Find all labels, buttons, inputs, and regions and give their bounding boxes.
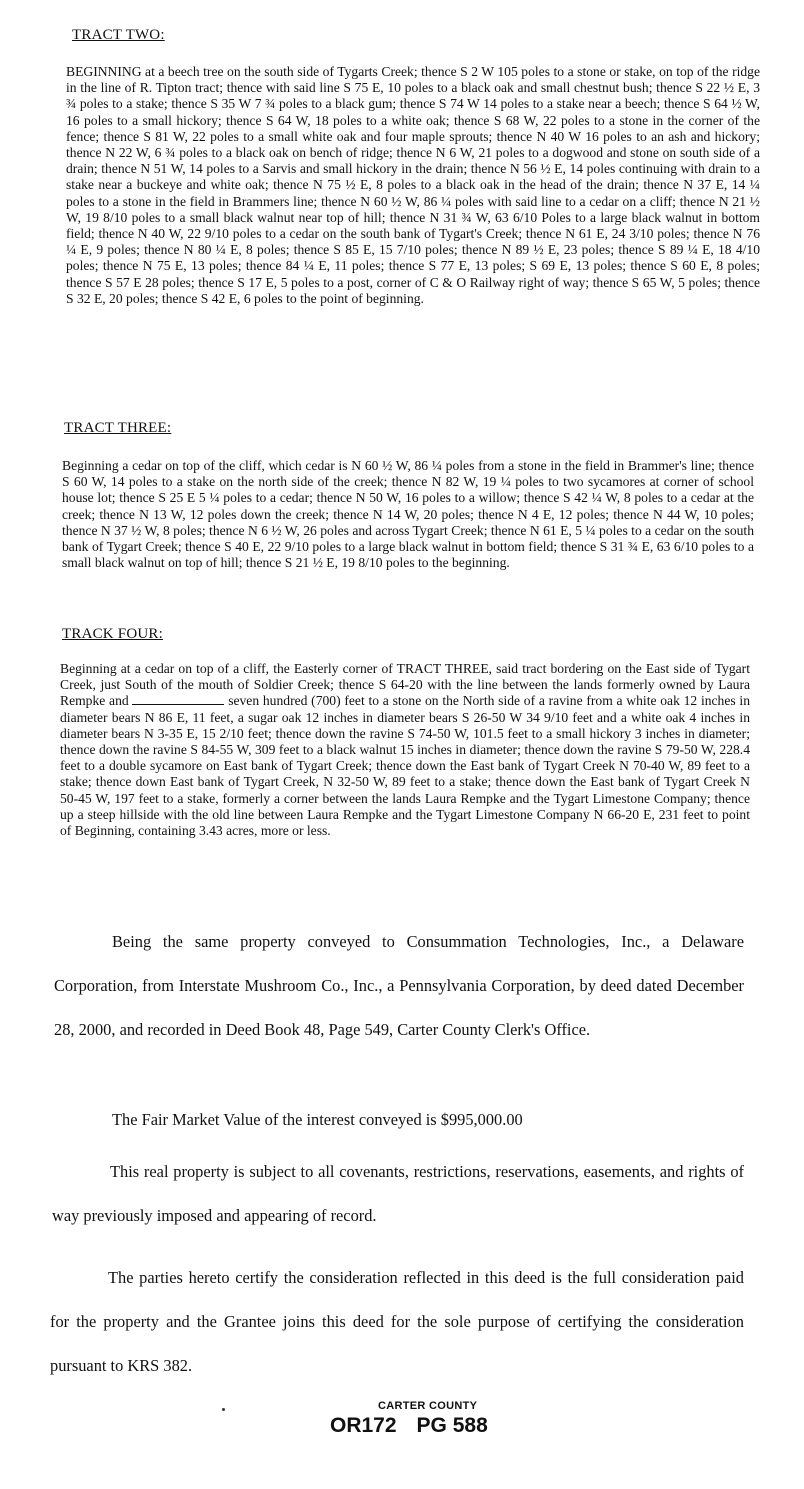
stamp-reference [330, 1414, 530, 1438]
recording-stamp [330, 1400, 530, 1438]
stamp-book: OR172 [330, 1414, 397, 1437]
stamp-page: PG 588 [416, 1414, 488, 1437]
tract-four-description [60, 661, 750, 839]
stamp-county: CARTER COUNTY [378, 1400, 478, 1412]
tract-three-description: Beginning a cedar on top of the cliff, which cedar is N 60 ½ W, 86 ¼ poles from a stone in the field in Brammer's line; thence S 60 W, 14 poles to a stake on the north side of the creek; thence N 82 W, 19 ¼ poles to two sycamores at corner of school house lot; thence S 25 E 5 ¼ poles to a cedar; thence N 50 W, 16 poles to a willow; thence S 42 ¼ W, 8 poles to a cedar at the creek; thence N 13 W, 12 poles down the creek; thence N 14 W, 20 poles; thence N 4 E, 12 poles; thence N 44 W, 10 poles; thence N 37 ½ W, 8 poles; thence N 6 ½ W, 26 poles and across Tygart Creek; thence N 61 E, 5 ¼ poles to a cedar on the south bank of Tygart Creek; thence S 40 E, 22 9/10 poles to a large black walnut in bottom field; thence S 31 ¾ E, 63 6/10 poles to a small black walnut on top of hill; thence S 21 ½ E, 19 8/10 poles to the beginning. [62, 458, 754, 571]
certification-paragraph: The parties hereto certify the consideration reflected in this deed is the full consideration paid for the property and the Grantee joins this deed for the sole purpose of certifying the consideration pursuant to KRS 382. [50, 1268, 744, 1375]
subject-to-paragraph: This real property is subject to all covenants, restrictions, reservations, easements, and rights of way previously imposed and appearing of record. [52, 1162, 744, 1225]
tract-two-description: BEGINNING at a beech tree on the south side of Tygarts Creek; thence S 2 W 105 poles to a stone or stake, on top of the ridge in the line of R. Tipton tract; thence with said line S 75 E, 10 poles to a black oak and small chestnut bush; thence S 22 ½ E, 3 ¾ poles to a stake; thence S 35 W 7 ¾ poles to a black gum; thence S 74 W 14 poles to a stake near a beech; thence S 64 ½ W, 16 poles to a small hickory; thence S 64 W, 18 poles to a white oak; thence S 68 W, 22 poles to a stone in the corner of the fence; thence S 81 W, 22 poles to a small white oak and four maple sprouts; thence N 40 W 16 poles to an ash and hickory; thence N 22 W, 6 ¾ poles to a black oak on bench of ridge; thence N 6 W, 21 poles to a dogwood and stone on south side of a drain; thence N 51 W, 14 poles to a Sarvis and small hickory in the drain; thence N 56 ½ E, 14 poles continuing with drain to a stake near a buckeye and white oak; thence N 75 ½ E, 8 poles to a black oak in the head of the drain; thence N 37 E, 14 ¼ poles to a stone in the field in Brammers line; thence N 60 ½ W, 86 ¼ poles with said line to a cedar on a cliff; thence N 21 ½ W, 19 8/10 poles to a small black walnut near top of hill; thence N 31 ¾ W, 63 6/10 Poles to a large black walnut in bottom field; thence N 40 W, 22 9/10 poles to a cedar on the south bank of Tygart's Creek; thence N 61 E, 24 3/10 poles; thence N 76 ¼ E, 9 poles; thence N 80 ¼ E, 8 poles; thence S 85 E, 15 7/10 poles; thence N 89 ½ E, 23 poles; thence S 89 ¼ E, 18 4/10 poles; thence N 75 E, 13 poles; thence 84 ¼ E, 11 poles; thence S 77 E, 13 poles; S 69 E, 13 poles; thence S 60 E, 8 poles; thence S 57 E 28 poles; thence S 17 E, 5 poles to a post, corner of C & O Railway right of way; thence S 65 W, 5 poles; thence S 32 E, 20 poles; thence S 42 E, 6 poles to the point of beginning. [66, 64, 760, 306]
tract-four-text-end: seven hundred (700) feet to a stone on the North side of a ravine from a white oak 12 inches in diameter bears N 86 E, 11 feet, a sugar oak 12 inches in diameter bears S 26-50 W 34 9/10 feet and a white oak 4 inches in diameter bears N 3-35 E, 15 2/10 feet; thence down the ravine S 74-50 W, 101.5 feet to a small hickory 3 inches in diameter; thence down the ravine S 84-55 W, 309 feet to a black walnut 15 inches in diameter; thence down the ravine S 79-50 W, 228.4 feet to a double sycamore on East bank of Tygart Creek; thence down the East bank of Tygart Creek N 70-40 W, 89 feet to a stake; thence down East bank of Tygart Creek, N 32-50 W, 89 feet to a stake; thence down the East bank of Tygart Creek N 50-45 W, 197 feet to a stake, formerly a corner between the lands Laura Rempke and the Tygart Limestone Company; thence up a steep hillside with the old line between Laura Rempke and the Tygart Limestone Company N 66-20 E, 231 feet to point of Beginning, containing 3.43 acres, more or less. [60, 693, 750, 839]
tract-two-heading: TRACT TWO: [72, 27, 165, 43]
scan-speck [222, 1408, 225, 1411]
blank-line [132, 694, 224, 705]
conveyance-paragraph: Being the same property conveyed to Consummation Technologies, Inc., a Delaware Corporation, from Interstate Mushroom Co., Inc., a Pennsylvania Corporation, by deed dated December 28, 2000, and recorded in Deed Book 48, Page 549, Carter County Clerk's Office. [54, 932, 744, 1039]
tract-three-heading: TRACT THREE: [64, 420, 172, 436]
tract-four-heading: TRACK FOUR: [62, 626, 163, 642]
fair-market-value-paragraph: The Fair Market Value of the interest conveyed is $995,000.00 [112, 1110, 523, 1129]
tract-four-text-start: Beginning at a cedar on top of a cliff, the Easterly corner of TRACT THREE, said tract bordering on the East side of Tygart Creek, just South of the mouth of Soldier Creek; thence S 64-20 with the line between the lands formerly owned by Laura Rempke and [60, 661, 750, 709]
